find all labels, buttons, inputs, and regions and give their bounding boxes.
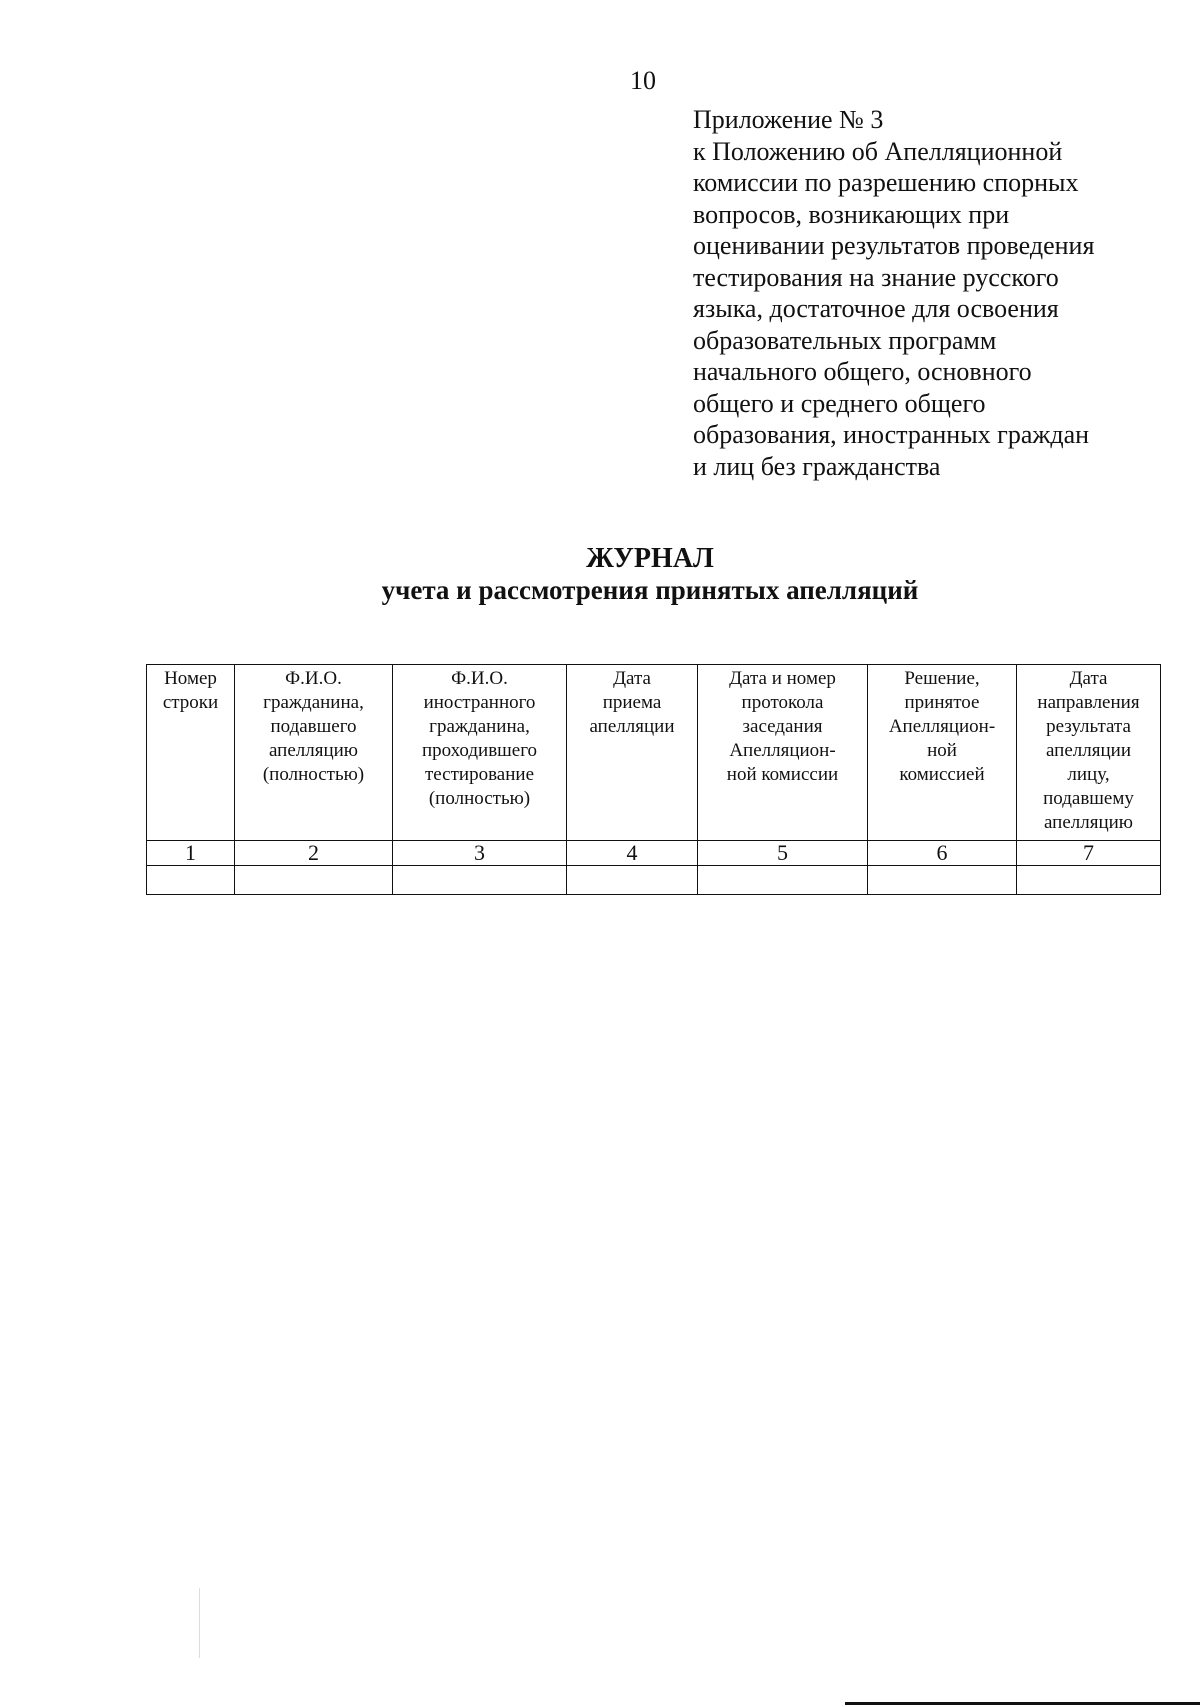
appendix-line: начального общего, основного	[693, 357, 1032, 386]
column-number: 6	[868, 841, 1017, 866]
appendix-line: комиссии по разрешению спорных	[693, 168, 1079, 197]
header-result-sent-date: Дата направления результата апелляции лицу, подавшему апелляцию	[1017, 665, 1161, 841]
header-appeal-date: Дата приема апелляции	[567, 665, 698, 841]
table-cell	[147, 866, 235, 895]
column-number: 7	[1017, 841, 1161, 866]
table-row	[147, 866, 1161, 895]
column-number: 3	[393, 841, 567, 866]
column-number: 4	[567, 841, 698, 866]
appendix-reference	[693, 104, 1173, 482]
header-decision: Решение, принятое Апелляцион- ной комиссией	[868, 665, 1017, 841]
table-cell	[698, 866, 868, 895]
column-number: 2	[235, 841, 393, 866]
table-header-row	[147, 665, 1161, 841]
appendix-line: образовательных программ	[693, 325, 997, 355]
appendix-line: к Положению об Апелляционной	[693, 136, 1063, 166]
appendix-line: оценивании результатов проведения	[693, 231, 1095, 260]
appendix-line: тестирования на знание русского	[693, 262, 1059, 292]
table-cell	[567, 866, 698, 895]
column-number: 1	[147, 841, 235, 866]
appendix-line: языка, достаточное для освоения	[693, 294, 1059, 323]
table-cell	[1017, 866, 1161, 895]
appendix-line: Приложение № 3	[693, 105, 884, 134]
table-cell	[868, 866, 1017, 895]
document-title: ЖУРНАЛ	[586, 543, 714, 574]
page-number: 10	[630, 66, 656, 95]
scan-bottom-edge	[845, 1702, 1200, 1705]
scan-margin-mark	[199, 1588, 200, 1658]
journal-table	[146, 664, 1161, 895]
header-protocol: Дата и номер протокола заседания Апелляцион- ной комиссии	[698, 665, 868, 841]
table-cell	[235, 866, 393, 895]
appendix-line: общего и среднего общего	[693, 388, 986, 418]
appendix-line: образования, иностранных граждан	[693, 420, 1090, 449]
header-citizen-name: Ф.И.О. гражданина, подавшего апелляцию (полностью)	[235, 665, 393, 841]
column-number-row	[147, 841, 1161, 866]
column-number: 5	[698, 841, 868, 866]
appendix-line: и лиц без гражданства	[693, 451, 941, 481]
header-foreign-citizen-name: Ф.И.О. иностранного гражданина, проходившего тестирование (полностью)	[393, 665, 567, 841]
header-row-number: Номер строки	[147, 665, 235, 841]
document-subtitle: учета и рассмотрения принятых апелляций	[381, 575, 919, 605]
table-cell	[393, 866, 567, 895]
appendix-line: вопросов, возникающих при	[693, 199, 1010, 229]
